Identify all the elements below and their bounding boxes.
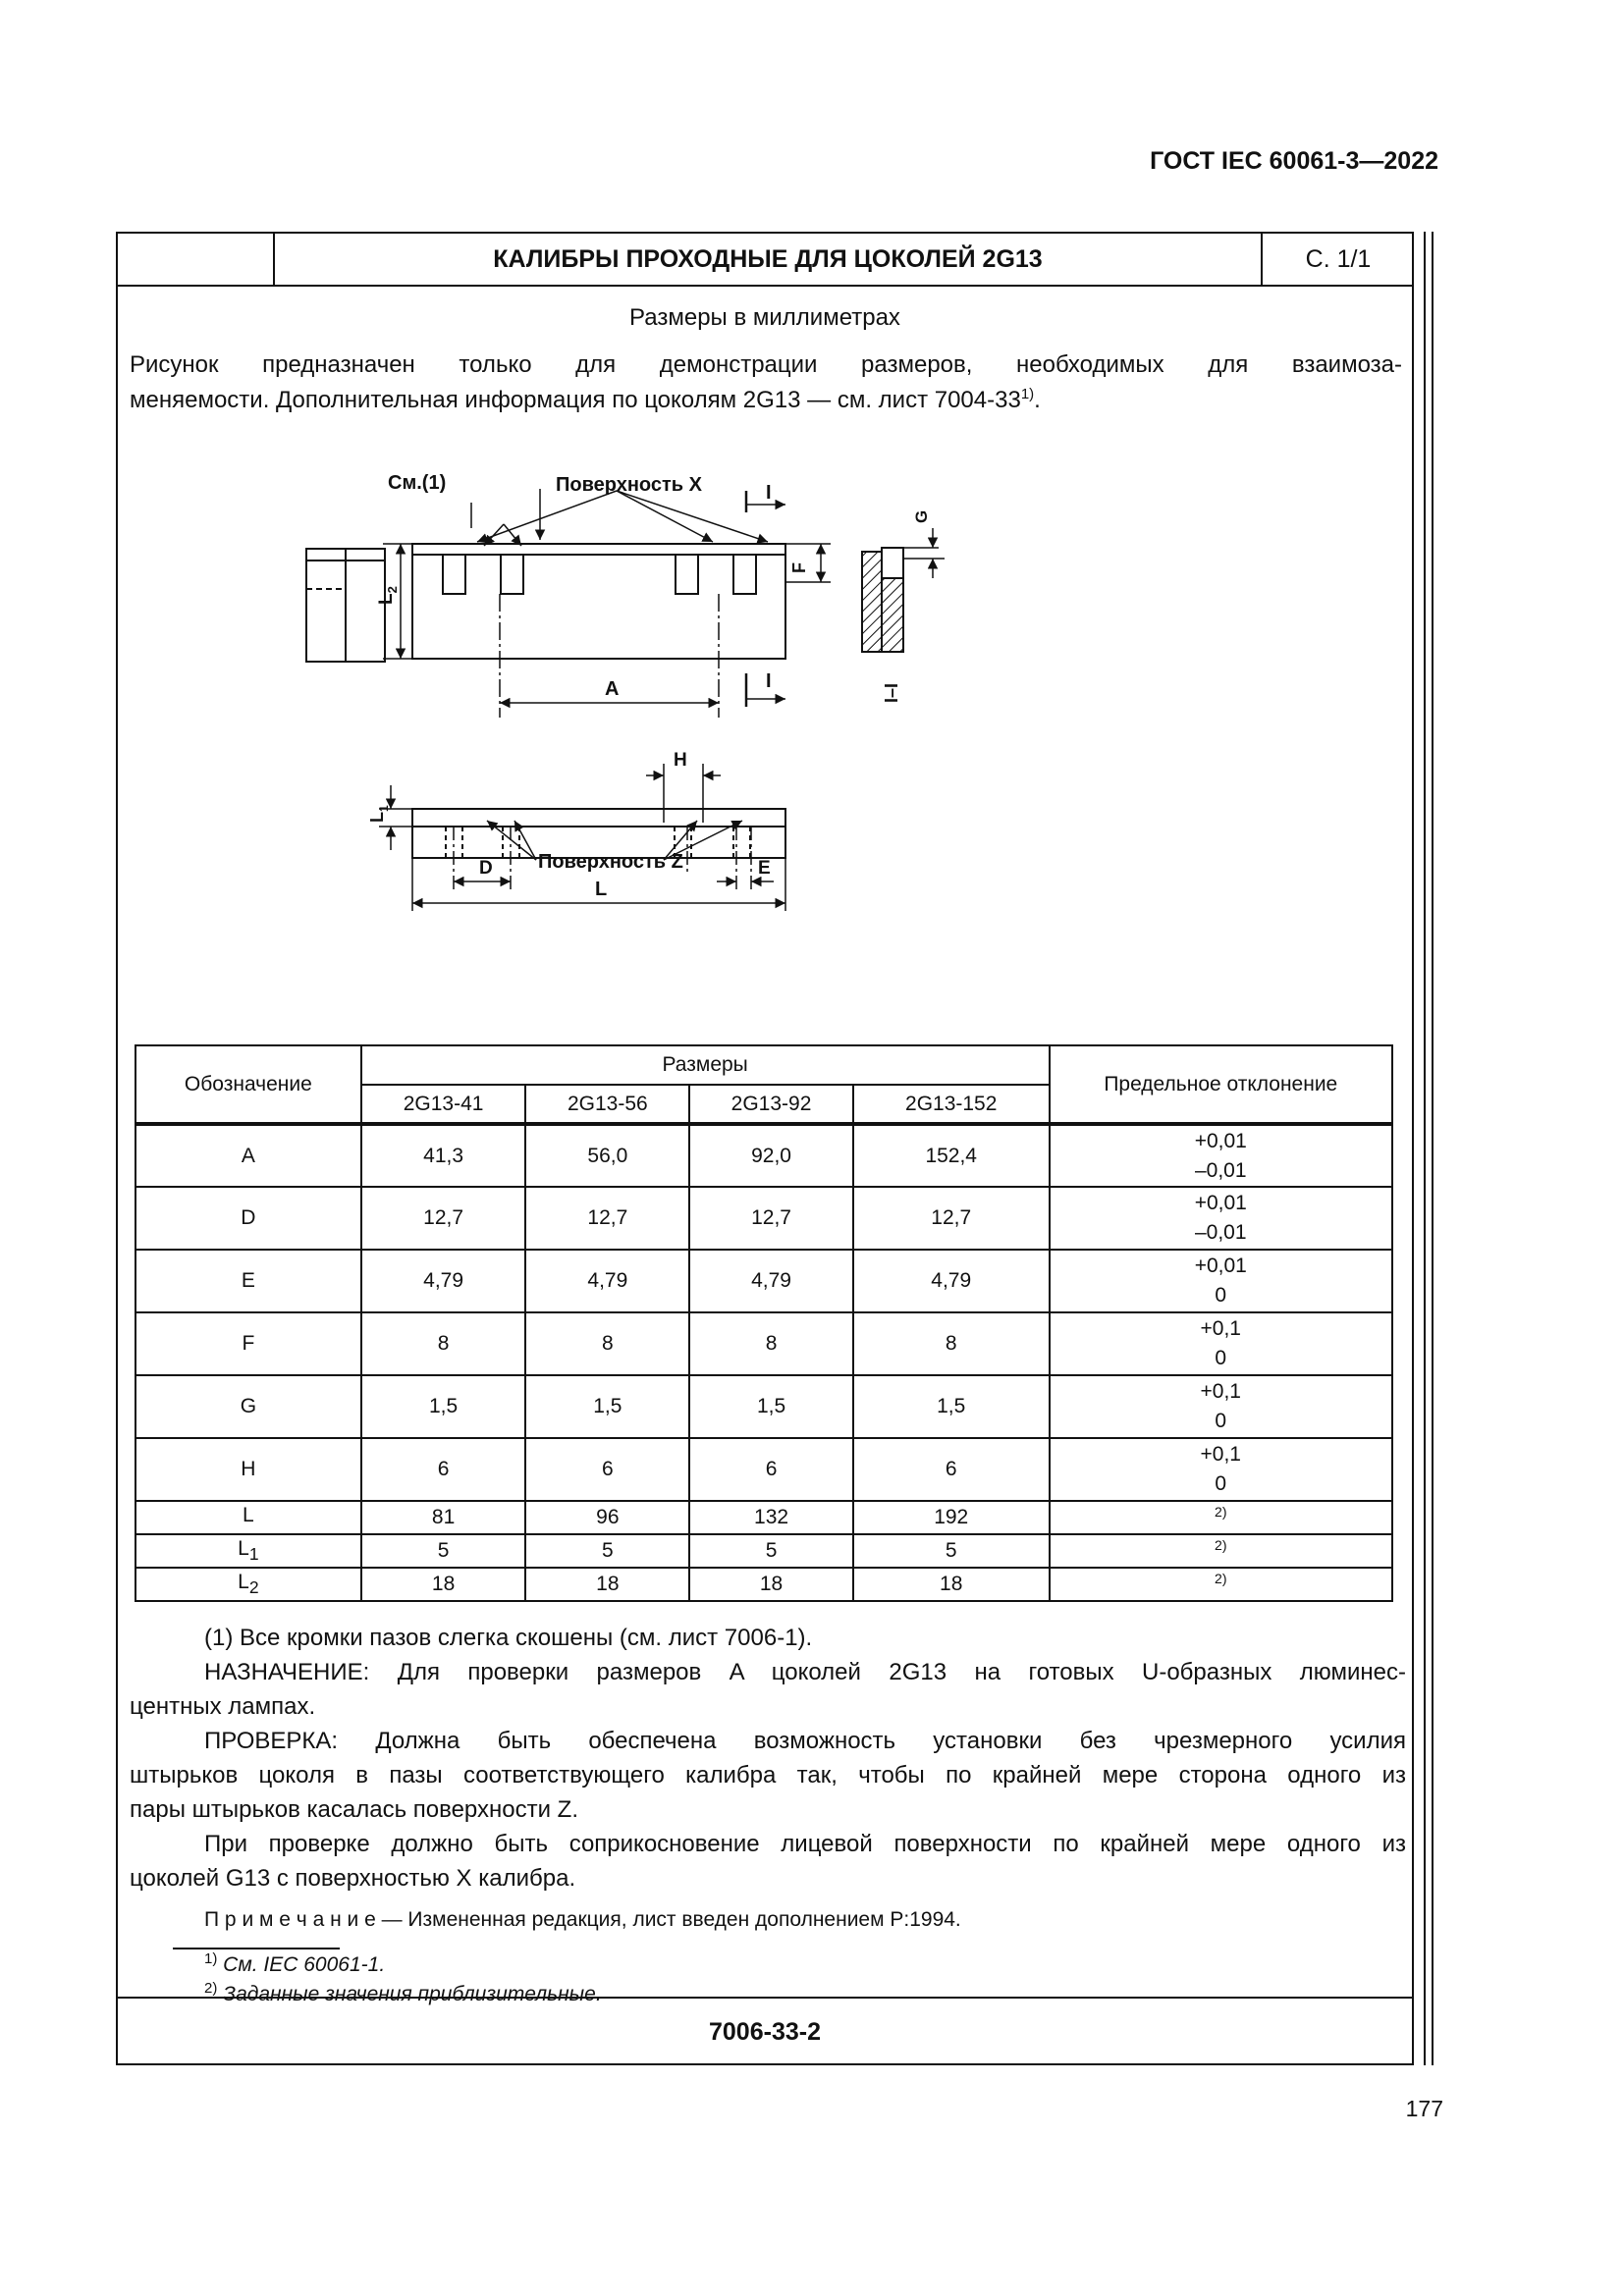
row-designation: A: [135, 1124, 361, 1187]
intro-line-2: [130, 383, 1402, 418]
front-view: [376, 472, 831, 718]
dimensions-table: [135, 1044, 1393, 1602]
table-cell: 1,5: [361, 1375, 526, 1438]
tolerance-minus: –0,01: [1194, 1221, 1247, 1244]
tolerance-cell: [1050, 1312, 1392, 1375]
tolerance-minus: 0: [1215, 1284, 1227, 1307]
table-cell: 1,5: [853, 1375, 1050, 1438]
table-cell: 192: [853, 1501, 1050, 1534]
table-row: [135, 1568, 1392, 1601]
tolerance-minus: 0: [1215, 1410, 1227, 1432]
dim-d-label: D: [479, 858, 493, 879]
table-cell: 6: [689, 1438, 853, 1501]
footnote-ref-1: 1): [1020, 386, 1035, 402]
row-designation: D: [135, 1187, 361, 1250]
dim-a-label: A: [605, 678, 620, 700]
tolerance-cell: [1050, 1375, 1392, 1438]
paragraph-check-line-2: штырьков цоколя в пазы соответствующего калибра так, чтобы по крайней мере сторона одного из: [130, 1762, 1406, 1789]
table-cell: 5: [525, 1534, 689, 1568]
tolerance-plus: +0,01: [1194, 1192, 1247, 1214]
table-cell: 1,5: [525, 1375, 689, 1438]
table-cell: 12,7: [361, 1187, 526, 1250]
footnote-2-mark: 2): [204, 1980, 218, 1997]
table-cell: 8: [853, 1312, 1050, 1375]
top-view: [367, 750, 785, 911]
header-designation: Обозначение: [135, 1045, 361, 1124]
table-cell: 8: [525, 1312, 689, 1375]
row-designation: H: [135, 1438, 361, 1501]
intro-line-1: Рисунок предназначен только для демонстрации размеров, необходимых для взаимоза-: [130, 351, 1402, 378]
footnote-1: [204, 1950, 386, 1977]
table-cell: 6: [525, 1438, 689, 1501]
tolerance-plus: +0,1: [1200, 1443, 1241, 1466]
table-cell: 4,79: [689, 1250, 853, 1312]
column-header: 2G13-92: [689, 1085, 853, 1124]
table-row: [135, 1375, 1392, 1438]
table-cell: 152,4: [853, 1124, 1050, 1187]
table-cell: 6: [853, 1438, 1050, 1501]
table-cell: 8: [361, 1312, 526, 1375]
row-designation: G: [135, 1375, 361, 1438]
table-cell: 12,7: [853, 1187, 1050, 1250]
table-cell: 1,5: [689, 1375, 853, 1438]
dim-g-label: G: [912, 509, 931, 523]
row-letter: L: [238, 1570, 249, 1593]
table-cell: 5: [689, 1534, 853, 1568]
table-cell: 5: [361, 1534, 526, 1568]
page-number: 177: [1405, 2096, 1443, 2121]
tolerance-cell: [1050, 1124, 1392, 1187]
double-border-line: [1424, 232, 1426, 2065]
table-cell: 81: [361, 1501, 526, 1534]
row-designation: E: [135, 1250, 361, 1312]
table-row: [135, 1187, 1392, 1250]
sheet-number: С. 1/1: [1305, 244, 1372, 273]
tolerance-plus: +0,1: [1200, 1317, 1241, 1340]
table-row: [135, 1124, 1392, 1187]
column-header: 2G13-56: [525, 1085, 689, 1124]
dim-f-label: F: [789, 562, 809, 573]
dim-e-label: E: [758, 858, 771, 879]
table-row: [135, 1438, 1392, 1501]
row-subscript: 1: [248, 1544, 259, 1565]
note-label: П р и м е ч а н и е: [204, 1908, 376, 1931]
table-cell: 18: [689, 1568, 853, 1601]
tolerance-plus: +0,1: [1200, 1380, 1241, 1403]
table-row: [135, 1534, 1392, 1568]
intro-period: .: [1034, 387, 1041, 413]
section-mark-top: I: [766, 482, 772, 504]
header-dimensions: Размеры: [361, 1045, 1050, 1085]
document-code: ГОСТ IEC 60061-3—2022: [1150, 147, 1438, 175]
paragraph-contact-line-2: цоколей G13 с поверхностью X калибра.: [130, 1865, 576, 1892]
row-letter: L: [243, 1503, 254, 1526]
table-cell: 41,3: [361, 1124, 526, 1187]
footnote-1-text: См. IEC 60061-1.: [217, 1953, 386, 1976]
label-see-1: См.(1): [388, 472, 447, 494]
footnote-1-mark: 1): [204, 1950, 218, 1967]
table-row: [135, 1501, 1392, 1534]
gauge-drawing: [295, 430, 1394, 1039]
row-designation: [135, 1568, 361, 1601]
header-blank-cell: [118, 234, 275, 285]
table-cell: 12,7: [689, 1187, 853, 1250]
table-cell: 6: [361, 1438, 526, 1501]
end-view: [306, 549, 385, 662]
row-designation: [135, 1534, 361, 1568]
table-cell: 92,0: [689, 1124, 853, 1187]
table-cell: 4,79: [853, 1250, 1050, 1312]
dim-l-label: L: [595, 879, 608, 900]
paragraph-edges: (1) Все кромки пазов слегка скошены (см. лист 7006-1).: [204, 1625, 813, 1651]
label-surface-z: Поверхность Z: [538, 851, 683, 873]
dim-h-label: H: [674, 750, 687, 771]
tolerance-minus: 0: [1215, 1472, 1227, 1495]
dim-l1-label: $L_1$: [367, 805, 391, 823]
tolerance-cell: [1050, 1250, 1392, 1312]
intro-text: меняемости. Дополнительная информация по цоколям 2G13 — см. лист 7004-33: [130, 387, 1021, 413]
sheet-code: 7006-33-2: [118, 1997, 1412, 2065]
table-cell: 8: [689, 1312, 853, 1375]
standard-sheet: [116, 232, 1414, 2065]
table-cell: 18: [853, 1568, 1050, 1601]
tolerance-plus: +0,01: [1194, 1129, 1247, 1152]
paragraph-check-line-3: пары штырьков касалась поверхности Z.: [130, 1796, 578, 1823]
tolerance-minus: –0,01: [1194, 1158, 1247, 1182]
table-cell: 5: [853, 1534, 1050, 1568]
sheet-header: [118, 234, 1412, 287]
table-cell: 132: [689, 1501, 853, 1534]
paragraph-purpose-line-2: центных лампах.: [130, 1693, 316, 1720]
table-cell: 18: [361, 1568, 526, 1601]
row-letter: L: [238, 1536, 249, 1560]
table-cell: 56,0: [525, 1124, 689, 1187]
paragraph-contact-line-1: При проверке должно быть соприкосновение лицевой поверхности по крайней мере одного из: [204, 1831, 1406, 1857]
table-row: [135, 1312, 1392, 1375]
row-subscript: 2: [248, 1577, 259, 1598]
section-label: I–I: [882, 682, 901, 703]
row-designation: F: [135, 1312, 361, 1375]
tolerance-cell: [1050, 1438, 1392, 1501]
double-border-line: [1432, 232, 1434, 2065]
section-mark-bottom: I: [766, 670, 772, 692]
tolerance-note: 2): [1050, 1534, 1392, 1568]
table-row: [135, 1250, 1392, 1312]
header-tolerance: Предельное отклонение: [1050, 1045, 1392, 1124]
column-header: 2G13-41: [361, 1085, 526, 1124]
table-cell: 18: [525, 1568, 689, 1601]
tolerance-note: 2): [1050, 1501, 1392, 1534]
dim-l2-label: $L_2$: [376, 586, 400, 605]
paragraph-check-line-1: ПРОВЕРКА: Должна быть обеспечена возможность установки без чрезмерного усилия: [204, 1728, 1406, 1754]
footnote-2-text: Заданные значения приблизительные.: [217, 1983, 602, 2005]
footnote-separator: [173, 1948, 340, 1949]
tolerance-cell: [1050, 1187, 1392, 1250]
paragraph-purpose-line-1: НАЗНАЧЕНИЕ: Для проверки размеров A цоколей 2G13 на готовых U-образных люминес-: [204, 1659, 1406, 1685]
table-cell: 12,7: [525, 1187, 689, 1250]
units-note: Размеры в миллиметрах: [629, 304, 900, 331]
note-text: — Измененная редакция, лист введен дополнением P:1994.: [375, 1908, 961, 1931]
sheet-title: КАЛИБРЫ ПРОХОДНЫЕ ДЛЯ ЦОКОЛЕЙ 2G13: [275, 234, 1263, 285]
table-cell: 4,79: [525, 1250, 689, 1312]
section-view: [862, 510, 945, 703]
tolerance-note: 2): [1050, 1568, 1392, 1601]
label-surface-x: Поверхность X: [556, 474, 702, 496]
row-designation: [135, 1501, 361, 1534]
column-header: 2G13-152: [853, 1085, 1050, 1124]
table-cell: 4,79: [361, 1250, 526, 1312]
table-cell: 96: [525, 1501, 689, 1534]
note: [204, 1908, 961, 1932]
tolerance-minus: 0: [1215, 1347, 1227, 1369]
tolerance-plus: +0,01: [1194, 1255, 1247, 1277]
